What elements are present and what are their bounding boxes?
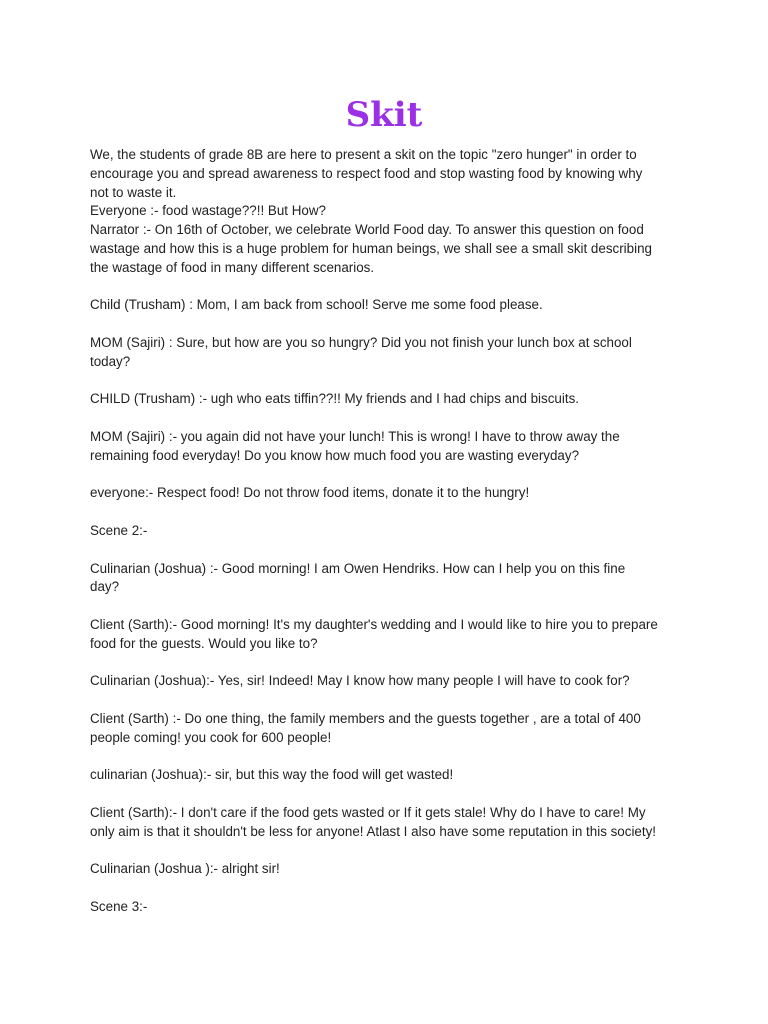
scene-heading-2: Scene 2:-	[90, 522, 148, 538]
paragraph-culinarian-3: culinarian (Joshua):- sir, but this way the food will get wasted!	[90, 767, 454, 783]
document-body	[90, 146, 690, 917]
paragraph-culinarian-4: Culinarian (Joshua ):- alright sir!	[90, 861, 280, 877]
page-title: Skit	[345, 95, 423, 135]
paragraph-narrator: Narrator :- On 16th of October, we celebrate World Food day. To answer this question on food wastage and how this is a huge problem for human beings, we shall see a small skit describing the wastage of food in many different scenarios.	[90, 222, 652, 275]
paragraph-child-2: CHILD (Trusham) :- ugh who eats tiffin??!! My friends and I had chips and biscuits.	[90, 391, 579, 407]
paragraph-client-3: Client (Sarth):- I don't care if the food gets wasted or If it gets stale! Why do I have to care! My only aim is that it shouldn't be less for anyone! Atlast I also have some reputation in this society!	[90, 804, 657, 839]
paragraph-culinarian-1: Culinarian (Joshua) :- Good morning! I am Owen Hendriks. How can I help you on this fine day?	[90, 560, 626, 595]
paragraph-mom-2: MOM (Sajiri) :- you again did not have your lunch! This is wrong! I have to throw away the remaining food everyday! Do you know how much food you are wasting everyday?	[90, 428, 620, 463]
paragraph-intro: We, the students of grade 8B are here to present a skit on the topic "zero hunger" in order to encourage you and spread awareness to respect food and stop wasting food by knowing why not to waste it.	[90, 147, 643, 200]
paragraph-everyone-respect: everyone:- Respect food! Do not throw food items, donate it to the hungry!	[90, 485, 530, 501]
paragraph-everyone-question: Everyone :- food wastage??!! But How?	[90, 203, 326, 219]
paragraph-client-1: Client (Sarth):- Good morning! It's my daughter's wedding and I would like to hire you to prepare food for the guests. Would you like to?	[90, 616, 658, 651]
paragraph-mom-1: MOM (Sajiri) : Sure, but how are you so hungry? Did you not finish your lunch box at school today?	[90, 334, 632, 369]
scene-heading-3: Scene 3:-	[90, 898, 148, 914]
paragraph-client-2: Client (Sarth) :- Do one thing, the family members and the guests together , are a total of 400 people coming! you cook for 600 people!	[90, 710, 641, 745]
paragraph-culinarian-2: Culinarian (Joshua):- Yes, sir! Indeed! May I know how many people I will have to cook for?	[90, 673, 630, 689]
paragraph-child-1: Child (Trusham) : Mom, I am back from school! Serve me some food please.	[90, 297, 543, 313]
